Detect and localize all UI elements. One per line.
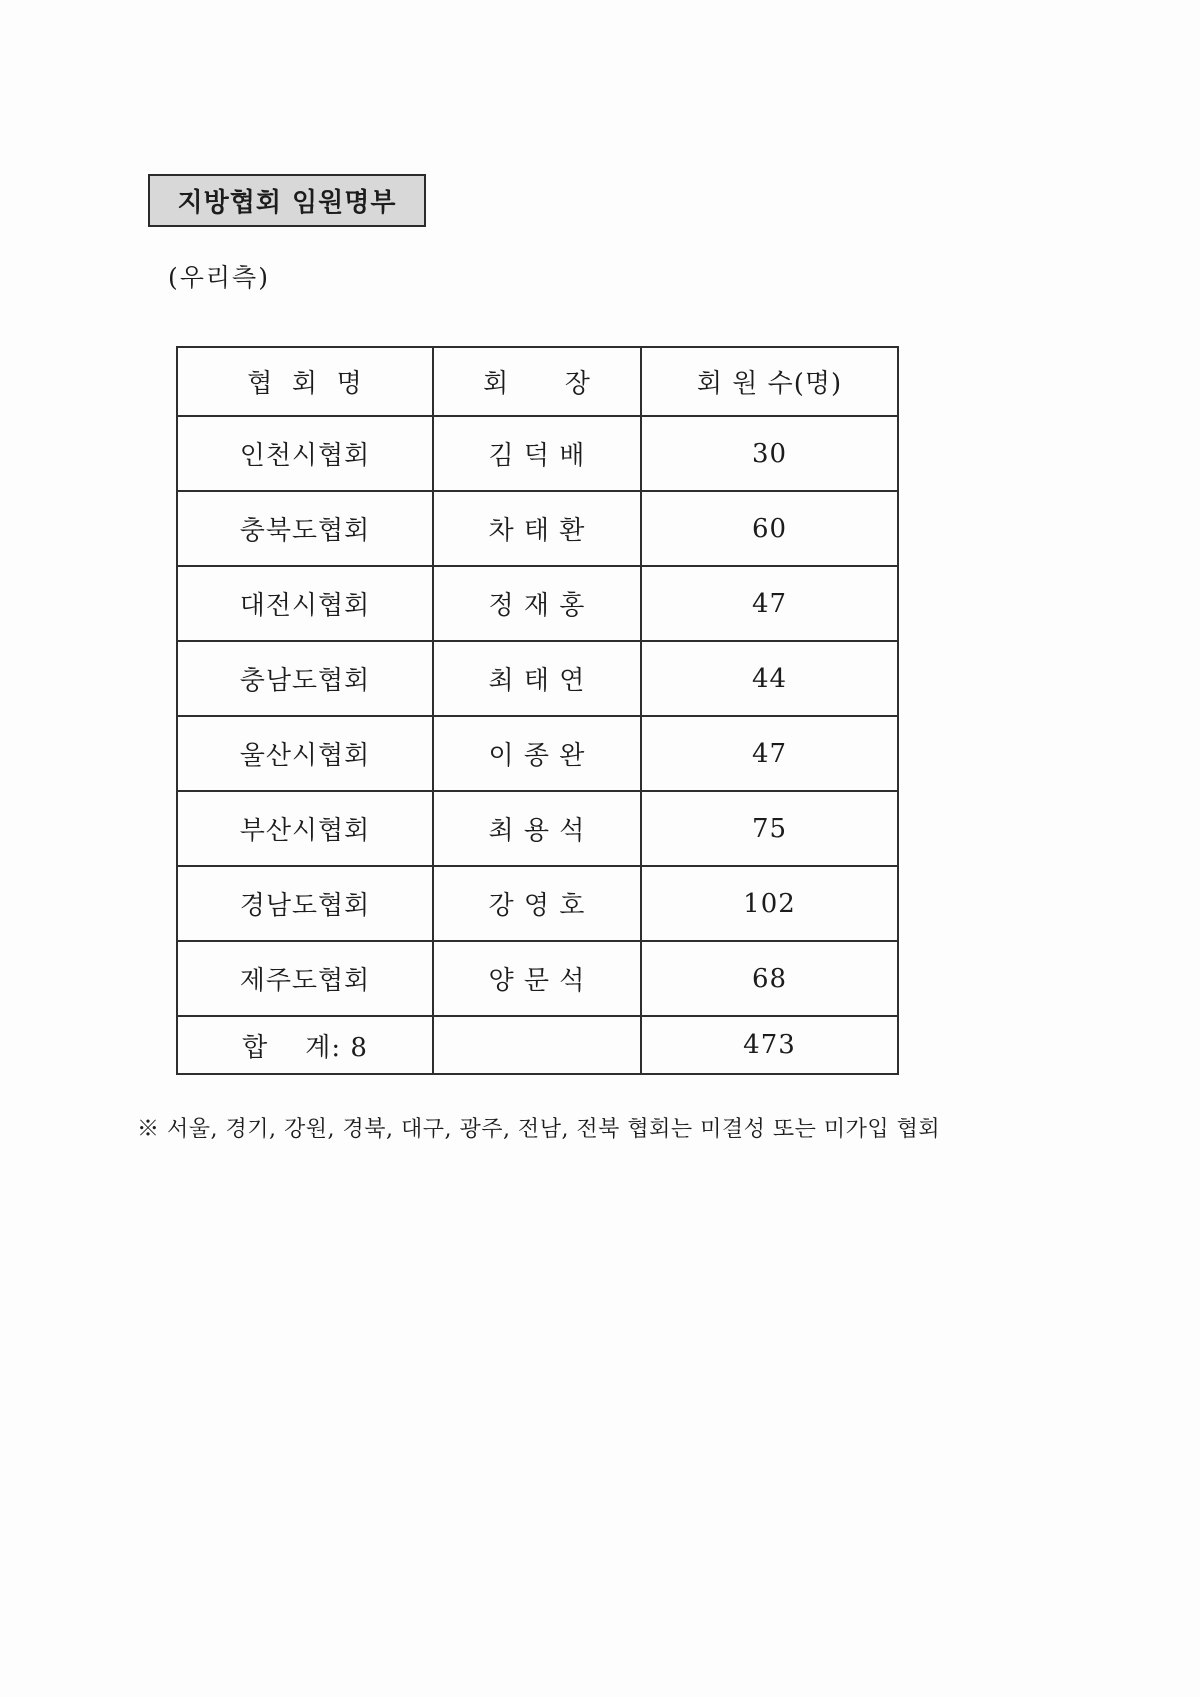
header-member-count: 회 원 수(명) — [641, 347, 898, 416]
members-cell: 30 — [641, 416, 898, 491]
regional-association-table — [176, 346, 899, 1075]
table-total-row — [177, 1016, 898, 1074]
table-row — [177, 416, 898, 491]
table-row — [177, 941, 898, 1016]
total-label-cell: 합 계: 8 — [177, 1016, 433, 1074]
chairman-cell: 이 종 완 — [433, 716, 641, 791]
association-cell: 경남도협회 — [177, 866, 433, 941]
document-title-box — [148, 174, 426, 227]
members-cell: 102 — [641, 866, 898, 941]
document-subtitle: (우리측) — [168, 263, 270, 292]
members-cell: 47 — [641, 566, 898, 641]
chairman-cell: 김 덕 배 — [433, 416, 641, 491]
table-row — [177, 566, 898, 641]
chairman-cell: 강 영 호 — [433, 866, 641, 941]
chairman-cell: 최 태 연 — [433, 641, 641, 716]
table-row — [177, 641, 898, 716]
association-cell: 부산시협회 — [177, 791, 433, 866]
table-row — [177, 491, 898, 566]
association-cell: 울산시협회 — [177, 716, 433, 791]
header-chairman: 회 장 — [433, 347, 641, 416]
total-members-cell: 473 — [641, 1016, 898, 1074]
association-cell: 충북도협회 — [177, 491, 433, 566]
association-cell: 대전시협회 — [177, 566, 433, 641]
document-title: 지방협회 임원명부 — [177, 188, 397, 218]
members-cell: 68 — [641, 941, 898, 1016]
chairman-cell: 최 용 석 — [433, 791, 641, 866]
association-cell: 제주도협회 — [177, 941, 433, 1016]
chairman-cell: 정 재 홍 — [433, 566, 641, 641]
total-chairman-cell — [433, 1016, 641, 1074]
members-cell: 75 — [641, 791, 898, 866]
table-header-row — [177, 347, 898, 416]
members-cell: 44 — [641, 641, 898, 716]
association-cell: 인천시협회 — [177, 416, 433, 491]
members-cell: 47 — [641, 716, 898, 791]
table-row — [177, 866, 898, 941]
table-row — [177, 716, 898, 791]
chairman-cell: 양 문 석 — [433, 941, 641, 1016]
members-cell: 60 — [641, 491, 898, 566]
table-row — [177, 791, 898, 866]
header-association-name: 협 회 명 — [177, 347, 433, 416]
association-cell: 충남도협회 — [177, 641, 433, 716]
document-footnote: ※ 서울, 경기, 강원, 경북, 대구, 광주, 전남, 전북 협회는 미결성 또는 미가입 협회 — [137, 1117, 941, 1142]
chairman-cell: 차 태 환 — [433, 491, 641, 566]
